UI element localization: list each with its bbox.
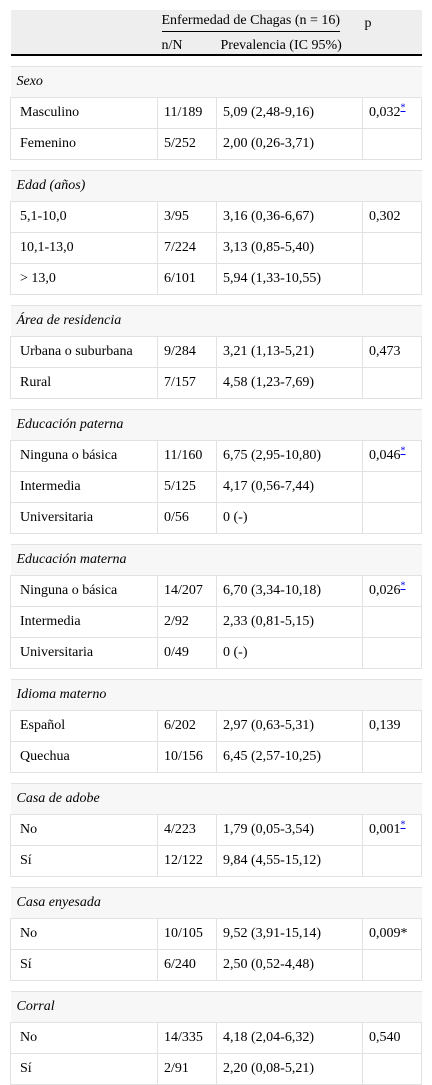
table-row xyxy=(11,711,422,742)
table-row xyxy=(11,742,422,773)
section-spacer xyxy=(11,55,422,67)
table-row xyxy=(11,950,422,981)
row-p-value: 0,001 xyxy=(369,822,401,837)
section-title: Casa de adobe xyxy=(11,784,422,815)
row-nN: 11/189 xyxy=(158,98,217,129)
table-row xyxy=(11,919,422,950)
row-nN: 6/240 xyxy=(158,950,217,981)
section-title: Área de residencia xyxy=(11,306,422,337)
row-p-cell xyxy=(363,950,422,981)
row-prevalence: 1,79 (0,05-3,54) xyxy=(217,815,363,846)
row-p-cell xyxy=(363,129,422,160)
row-label: Rural xyxy=(11,368,158,399)
row-prevalence: 6,70 (3,34-10,18) xyxy=(217,576,363,607)
row-label: Universitaria xyxy=(11,638,158,669)
row-p-cell xyxy=(363,711,422,742)
table-row xyxy=(11,368,422,399)
row-prevalence: 2,33 (0,81-5,15) xyxy=(217,607,363,638)
row-prevalence: 3,21 (1,13-5,21) xyxy=(217,337,363,368)
row-prevalence: 3,13 (0,85-5,40) xyxy=(217,233,363,264)
section-row xyxy=(11,992,422,1023)
row-prevalence: 5,09 (2,48-9,16) xyxy=(217,98,363,129)
row-nN: 12/122 xyxy=(158,846,217,877)
row-prevalence: 6,75 (2,95-10,80) xyxy=(217,441,363,472)
row-nN: 6/101 xyxy=(158,264,217,295)
section-title: Edad (años) xyxy=(11,171,422,202)
header-group xyxy=(158,10,363,32)
row-prevalence: 2,20 (0,08-5,21) xyxy=(217,1054,363,1085)
row-label: No xyxy=(11,919,158,950)
row-nN: 11/160 xyxy=(158,441,217,472)
header-group-title: Enfermedad de Chagas (n = 16) xyxy=(162,13,341,32)
section-title: Educación paterna xyxy=(11,410,422,441)
table-row xyxy=(11,815,422,846)
section-spacer xyxy=(11,773,422,784)
row-p-cell xyxy=(363,576,422,607)
section-row xyxy=(11,545,422,576)
footnote-link[interactable]: * xyxy=(400,819,406,831)
table-row xyxy=(11,264,422,295)
row-p-value: 0,473 xyxy=(369,344,401,359)
row-label: Masculino xyxy=(11,98,158,129)
section-title: Sexo xyxy=(11,67,422,98)
table-row xyxy=(11,1054,422,1085)
row-prevalence: 2,50 (0,52-4,48) xyxy=(217,950,363,981)
header-blank xyxy=(11,10,158,32)
header-prevalence: Prevalencia (IC 95%) xyxy=(217,32,363,55)
row-prevalence: 2,97 (0,63-5,31) xyxy=(217,711,363,742)
row-prevalence: 9,52 (3,91-15,14) xyxy=(217,919,363,950)
row-label: No xyxy=(11,1023,158,1054)
row-label: Urbana o suburbana xyxy=(11,337,158,368)
row-nN: 5/125 xyxy=(158,472,217,503)
section-spacer xyxy=(11,877,422,888)
row-prevalence: 0 (-) xyxy=(217,638,363,669)
row-p-cell xyxy=(363,202,422,233)
row-label: Intermedia xyxy=(11,472,158,503)
section-row xyxy=(11,784,422,815)
table-row xyxy=(11,607,422,638)
row-p-value: 0,032 xyxy=(369,105,401,120)
spacer-cell xyxy=(11,160,422,171)
spacer-cell xyxy=(11,877,422,888)
spacer-cell xyxy=(11,981,422,992)
header-blank-3 xyxy=(363,32,422,55)
row-p-cell xyxy=(363,638,422,669)
table-row xyxy=(11,337,422,368)
row-p-cell xyxy=(363,607,422,638)
spacer-cell xyxy=(11,669,422,680)
footnote-link[interactable]: * xyxy=(400,102,406,114)
row-p-cell xyxy=(363,815,422,846)
table-body xyxy=(11,55,422,1085)
row-p-value: 0,302 xyxy=(369,209,401,224)
row-nN: 10/156 xyxy=(158,742,217,773)
section-spacer xyxy=(11,295,422,306)
header-nN: n/N xyxy=(158,32,217,55)
table-row xyxy=(11,472,422,503)
row-p-cell xyxy=(363,233,422,264)
row-label: Ninguna o básica xyxy=(11,576,158,607)
header-blank-2 xyxy=(11,32,158,55)
row-p-value: 0,009* xyxy=(369,926,408,941)
row-nN: 9/284 xyxy=(158,337,217,368)
section-title: Corral xyxy=(11,992,422,1023)
row-label: Quechua xyxy=(11,742,158,773)
row-label: Intermedia xyxy=(11,607,158,638)
table-row xyxy=(11,129,422,160)
row-label: Sí xyxy=(11,1054,158,1085)
spacer-cell xyxy=(11,534,422,545)
section-row xyxy=(11,306,422,337)
row-prevalence: 4,58 (1,23-7,69) xyxy=(217,368,363,399)
row-p-cell xyxy=(363,919,422,950)
row-nN: 3/95 xyxy=(158,202,217,233)
row-nN: 0/49 xyxy=(158,638,217,669)
row-p-value: 0,540 xyxy=(369,1030,401,1045)
row-nN: 7/224 xyxy=(158,233,217,264)
row-p-cell xyxy=(363,472,422,503)
table-row xyxy=(11,1023,422,1054)
row-prevalence: 6,45 (2,57-10,25) xyxy=(217,742,363,773)
section-title: Casa enyesada xyxy=(11,888,422,919)
row-prevalence: 9,84 (4,55-15,12) xyxy=(217,846,363,877)
row-prevalence: 4,18 (2,04-6,32) xyxy=(217,1023,363,1054)
row-p-cell xyxy=(363,441,422,472)
table-row xyxy=(11,503,422,534)
table-row xyxy=(11,638,422,669)
row-nN: 6/202 xyxy=(158,711,217,742)
row-nN: 2/91 xyxy=(158,1054,217,1085)
row-prevalence: 4,17 (0,56-7,44) xyxy=(217,472,363,503)
section-row xyxy=(11,67,422,98)
row-prevalence: 2,00 (0,26-3,71) xyxy=(217,129,363,160)
row-p-cell xyxy=(363,1054,422,1085)
row-p-value: 0,139 xyxy=(369,718,401,733)
table-row xyxy=(11,846,422,877)
row-p-value: 0,046 xyxy=(369,448,401,463)
spacer-cell xyxy=(11,399,422,410)
table-row xyxy=(11,233,422,264)
row-label: 10,1-13,0 xyxy=(11,233,158,264)
row-nN: 14/335 xyxy=(158,1023,217,1054)
row-p-cell xyxy=(363,337,422,368)
section-title: Educación materna xyxy=(11,545,422,576)
section-spacer xyxy=(11,981,422,992)
chagas-prevalence-table xyxy=(10,10,422,1085)
row-nN: 4/223 xyxy=(158,815,217,846)
row-prevalence: 5,94 (1,33-10,55) xyxy=(217,264,363,295)
row-label: Ninguna o básica xyxy=(11,441,158,472)
footnote-link[interactable]: * xyxy=(400,580,406,592)
section-spacer xyxy=(11,160,422,171)
table-header xyxy=(11,10,422,55)
section-row xyxy=(11,171,422,202)
section-row xyxy=(11,410,422,441)
table-row xyxy=(11,576,422,607)
section-row xyxy=(11,888,422,919)
row-prevalence: 0 (-) xyxy=(217,503,363,534)
table-row xyxy=(11,202,422,233)
footnote-link[interactable]: * xyxy=(400,445,406,457)
section-spacer xyxy=(11,669,422,680)
table-row xyxy=(11,441,422,472)
row-label: Femenino xyxy=(11,129,158,160)
row-nN: 5/252 xyxy=(158,129,217,160)
section-spacer xyxy=(11,399,422,410)
row-nN: 7/157 xyxy=(158,368,217,399)
row-prevalence: 3,16 (0,36-6,67) xyxy=(217,202,363,233)
section-row xyxy=(11,680,422,711)
row-label: > 13,0 xyxy=(11,264,158,295)
row-p-cell xyxy=(363,846,422,877)
row-p-cell xyxy=(363,368,422,399)
row-p-value: 0,026 xyxy=(369,583,401,598)
spacer-cell xyxy=(11,295,422,306)
header-p: p xyxy=(363,10,422,32)
row-label: 5,1-10,0 xyxy=(11,202,158,233)
row-nN: 14/207 xyxy=(158,576,217,607)
row-label: Sí xyxy=(11,846,158,877)
row-p-cell xyxy=(363,98,422,129)
section-title: Idioma materno xyxy=(11,680,422,711)
spacer-cell xyxy=(11,773,422,784)
row-nN: 0/56 xyxy=(158,503,217,534)
section-spacer xyxy=(11,534,422,545)
table-row xyxy=(11,98,422,129)
row-nN: 2/92 xyxy=(158,607,217,638)
spacer-cell xyxy=(11,55,422,67)
row-nN: 10/105 xyxy=(158,919,217,950)
row-label: Universitaria xyxy=(11,503,158,534)
row-label: Sí xyxy=(11,950,158,981)
row-label: Español xyxy=(11,711,158,742)
row-p-cell xyxy=(363,742,422,773)
row-p-cell xyxy=(363,264,422,295)
row-p-cell xyxy=(363,503,422,534)
row-label: No xyxy=(11,815,158,846)
row-p-cell xyxy=(363,1023,422,1054)
